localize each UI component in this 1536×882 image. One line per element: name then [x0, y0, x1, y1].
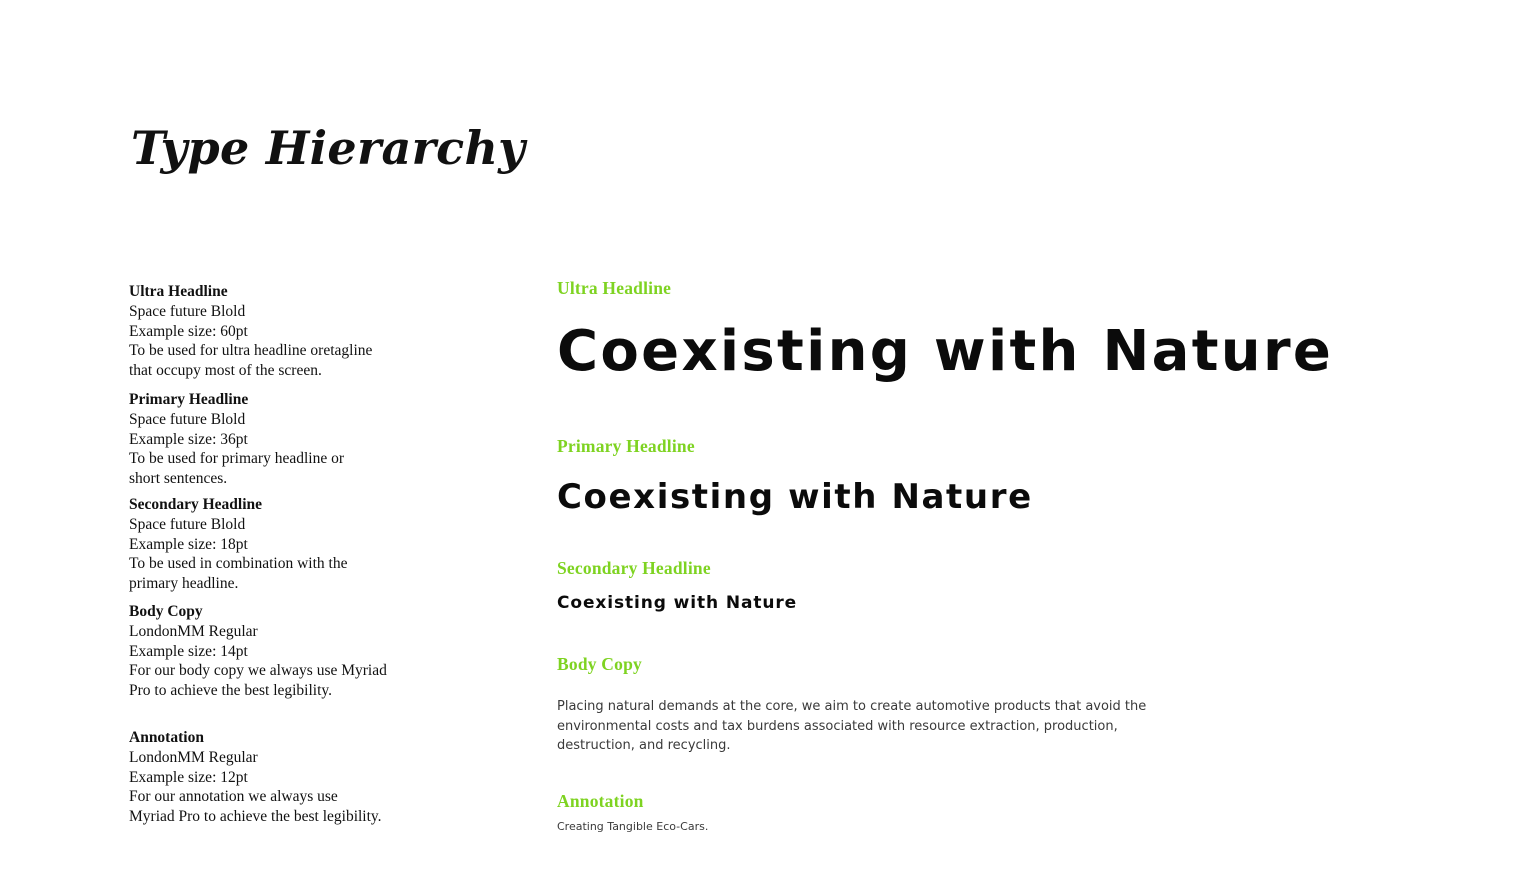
spec-primary-headline [129, 390, 469, 488]
page-title: Type Hierarchy [131, 121, 526, 175]
sample-ultra-headline: Coexisting with Nature [557, 319, 1334, 384]
spec-usage: For our annotation we always use [129, 788, 338, 806]
sample-secondary-headline: Coexisting with Nature [557, 593, 798, 613]
spec-size: Example size: 36pt [129, 430, 248, 448]
spec-name: Annotation [129, 729, 204, 746]
spec-name: Primary Headline [129, 391, 249, 408]
spec-usage: primary headline. [129, 574, 239, 592]
spec-usage: To be used for ultra headline oretagline [129, 342, 373, 360]
spec-usage: To be used in combination with the [129, 555, 348, 573]
spec-size: Example size: 12pt [129, 768, 248, 786]
spec-usage: that occupy most of the screen. [129, 361, 322, 379]
spec-usage: Pro to achieve the best legibility. [129, 681, 333, 699]
spec-name: Secondary Headline [129, 496, 263, 513]
spec-usage: short sentences. [129, 469, 228, 487]
sample-label-ultra: Ultra Headline [557, 278, 672, 298]
spec-ultra-headline [129, 282, 469, 380]
spec-size: Example size: 18pt [129, 535, 248, 553]
spec-font: Space future Blold [129, 303, 246, 320]
sample-label-annotation: Annotation [557, 791, 644, 811]
spec-annotation [129, 728, 469, 826]
spec-usage: Myriad Pro to achieve the best legibility. [129, 807, 382, 825]
spec-font: LondonMM Regular [129, 749, 258, 766]
spec-name: Ultra Headline [129, 283, 228, 300]
spec-name: Body Copy [129, 603, 203, 620]
sample-label-secondary: Secondary Headline [557, 558, 711, 578]
spec-usage: To be used for primary headline or [129, 450, 344, 468]
sample-label-body: Body Copy [557, 654, 642, 674]
sample-annotation: Creating Tangible Eco-Cars. [557, 820, 709, 833]
spec-secondary-headline [129, 495, 469, 593]
spec-size: Example size: 14pt [129, 642, 248, 660]
spec-font: LondonMM Regular [129, 623, 258, 640]
sample-body-copy: Placing natural demands at the core, we aim to create automotive products that avoid the environmental costs and tax burdens associated with resource extraction, production, destruction, and recycling. [557, 699, 1147, 753]
spec-usage: For our body copy we always use Myriad [129, 662, 387, 680]
spec-size: Example size: 60pt [129, 322, 248, 340]
spec-body-copy [129, 602, 469, 700]
spec-font: Space future Blold [129, 411, 246, 428]
sample-primary-headline: Coexisting with Nature [557, 477, 1033, 517]
spec-font: Space future Blold [129, 516, 246, 533]
sample-label-primary: Primary Headline [557, 436, 695, 456]
